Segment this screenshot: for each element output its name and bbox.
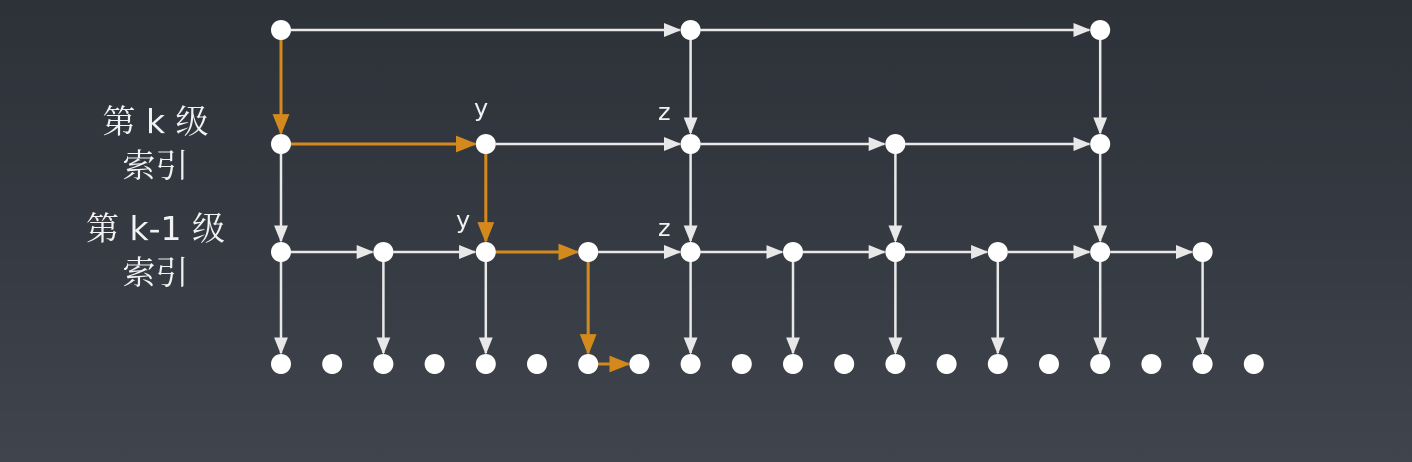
node-level-1 — [271, 242, 291, 262]
node-level-0 — [527, 354, 547, 374]
level-k-minus-1-label-line2: 索引 — [122, 253, 189, 292]
node-level-0 — [425, 354, 445, 374]
marker-z-lower: z — [658, 214, 671, 242]
node-level-0 — [732, 354, 752, 374]
node-level-0 — [322, 354, 342, 374]
node-level-1 — [476, 242, 496, 262]
node-level-1 — [783, 242, 803, 262]
node-level-1 — [681, 242, 701, 262]
node-level-0 — [1039, 354, 1059, 374]
node-level-0 — [937, 354, 957, 374]
node-level-1 — [885, 242, 905, 262]
level-k-minus-1-label-line1: 第 k-1 级 — [86, 209, 225, 248]
node-level-0 — [681, 354, 701, 374]
node-level-0 — [1141, 354, 1161, 374]
node-level-2 — [885, 134, 905, 154]
node-level-0 — [578, 354, 598, 374]
node-level-0 — [885, 354, 905, 374]
node-level-0 — [373, 354, 393, 374]
nodes-layer — [271, 20, 1264, 374]
level-k-label-line2: 索引 — [122, 146, 189, 185]
node-level-0 — [1244, 354, 1264, 374]
node-level-0 — [1193, 354, 1213, 374]
node-level-0 — [834, 354, 854, 374]
marker-z-upper: z — [658, 98, 671, 126]
node-level-0 — [1090, 354, 1110, 374]
node-level-1 — [578, 242, 598, 262]
node-level-2 — [1090, 134, 1110, 154]
node-level-0 — [783, 354, 803, 374]
edges-layer — [281, 30, 1203, 353]
node-level-0 — [629, 354, 649, 374]
marker-y-lower: y — [456, 206, 471, 234]
node-level-1 — [1090, 242, 1110, 262]
level-k-label-line1: 第 k 级 — [102, 102, 209, 141]
node-level-3 — [681, 20, 701, 40]
node-level-0 — [271, 354, 291, 374]
node-level-1 — [373, 242, 393, 262]
node-level-3 — [271, 20, 291, 40]
node-level-2 — [681, 134, 701, 154]
node-level-1 — [1193, 242, 1213, 262]
node-level-2 — [476, 134, 496, 154]
node-level-3 — [1090, 20, 1110, 40]
node-level-1 — [988, 242, 1008, 262]
marker-y-upper: y — [474, 94, 489, 122]
node-level-0 — [988, 354, 1008, 374]
node-level-0 — [476, 354, 496, 374]
node-level-2 — [271, 134, 291, 154]
search-path-layer — [281, 32, 628, 364]
